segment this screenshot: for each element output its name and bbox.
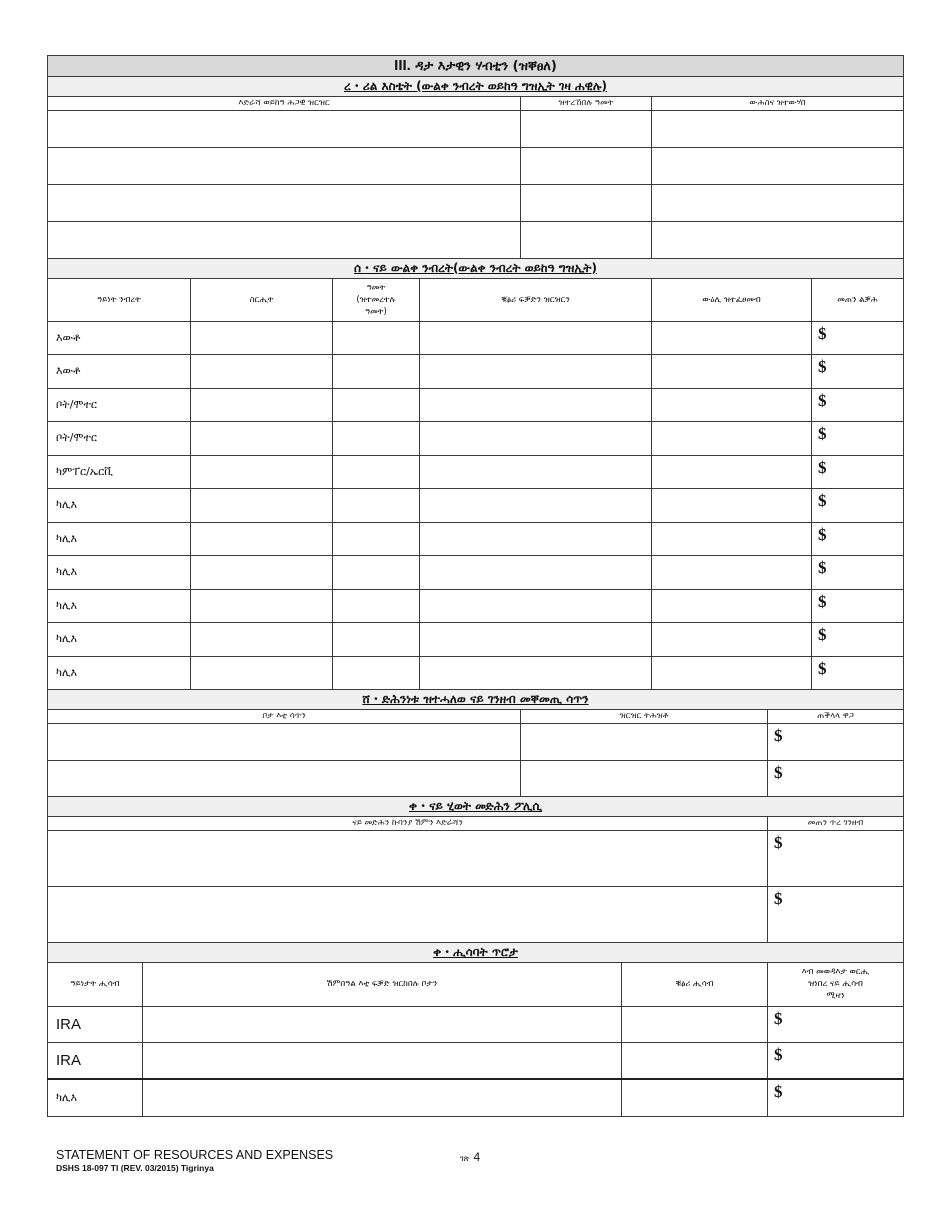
table-row (48, 623, 904, 657)
amount-owed-field[interactable] (812, 623, 904, 657)
table-row (48, 148, 904, 185)
property-type-label: ካሊእ (48, 589, 191, 623)
license-field[interactable] (420, 422, 652, 456)
dollar-sign: $ (774, 889, 783, 908)
institution-field[interactable] (143, 1079, 622, 1116)
col-year-line: (ዝተመረተሉ (356, 294, 396, 305)
lienholder-field[interactable] (652, 522, 812, 556)
table-row (48, 489, 904, 523)
year-field[interactable] (333, 321, 420, 355)
real-estate-heading (48, 77, 904, 97)
real-estate-heading-text: ረ・ሪል እስቴት (ውልቀ ንብረት ወይከዓ ግዝኢት ገዛ ሐዊሉ) (344, 79, 607, 93)
property-type-label: ቦት/ሞተር (48, 388, 191, 422)
life-insurance-heading (48, 797, 904, 817)
make-field[interactable] (191, 522, 333, 556)
balance-field[interactable] (768, 1042, 904, 1079)
dollar-sign: $ (818, 591, 827, 611)
institution-field[interactable] (143, 1042, 622, 1079)
table-row (48, 388, 904, 422)
col-year (333, 278, 420, 321)
cash-value-field[interactable] (768, 831, 904, 887)
make-field[interactable] (191, 556, 333, 590)
license-field[interactable] (420, 522, 652, 556)
dollar-sign: $ (818, 625, 827, 644)
property-type-label: እውቶ (48, 355, 191, 389)
real-estate-table (47, 55, 904, 259)
table-row (48, 887, 904, 943)
year-field[interactable] (333, 589, 420, 623)
account-number-field[interactable] (622, 1042, 768, 1079)
address-field[interactable] (48, 222, 521, 259)
resources-form (47, 55, 903, 1117)
mortgage-field[interactable] (652, 185, 904, 222)
box-location-field[interactable] (48, 723, 521, 760)
account-type-label: IRA (48, 1006, 143, 1042)
make-field[interactable] (191, 656, 333, 690)
col-institution: ሽምበዓል እቲ ፍቓድ ዝርከበሉ ቦታን (143, 962, 622, 1006)
lienholder-field[interactable] (652, 623, 812, 657)
dollar-sign: $ (818, 424, 827, 443)
institution-field[interactable] (143, 1006, 622, 1042)
contents-field[interactable] (521, 723, 768, 760)
col-balance-line: ዝነበረ ናይ ሒሳብ (808, 979, 863, 989)
table-row (48, 1079, 904, 1116)
col-property-type: ዓይነት ንብረት (48, 278, 191, 321)
dollar-sign: $ (774, 1008, 783, 1028)
dollar-sign: $ (818, 491, 827, 510)
col-total-value: ጠቕላላ ዋጋ (768, 709, 904, 723)
table-row (48, 589, 904, 623)
dollar-sign: $ (774, 1082, 783, 1101)
license-field[interactable] (420, 623, 652, 657)
year-field[interactable] (333, 455, 420, 489)
dollar-sign: $ (774, 725, 783, 745)
col-mortgage: ውሕስና ዝተውሃበ (652, 97, 904, 111)
license-field[interactable] (420, 388, 652, 422)
license-field[interactable] (420, 489, 652, 523)
retirement-heading (48, 942, 904, 962)
account-type-label: IRA (48, 1042, 143, 1079)
license-field[interactable] (420, 321, 652, 355)
amount-owed-field[interactable] (812, 388, 904, 422)
page-label: ገጽ (460, 1154, 470, 1163)
address-field[interactable] (48, 185, 521, 222)
balance-field[interactable] (768, 1006, 904, 1042)
col-amount-owed: መጠን ልቓሕ (812, 278, 904, 321)
retirement-heading-text: ቀ・ሒሳባት ጥሮታ (433, 944, 518, 959)
dollar-sign: $ (818, 558, 827, 577)
year-acquired-field[interactable] (521, 148, 652, 185)
section-number: III. (394, 57, 411, 74)
form-code: DSHS 18-097 TI (REV. 03/2015) Tigrinya (56, 1163, 214, 1173)
property-type-label: ካሊእ (48, 623, 191, 657)
license-field[interactable] (420, 556, 652, 590)
amount-owed-field[interactable] (812, 656, 904, 690)
col-cash-value: መጠን ጥረ ገንዘብ (768, 817, 904, 831)
lienholder-field[interactable] (652, 556, 812, 590)
license-field[interactable] (420, 589, 652, 623)
life-insurance-table (47, 796, 904, 943)
table-row (48, 321, 904, 355)
page-number (460, 1150, 480, 1164)
section-title-text: ዳታ እታዊን ሃብቲን (ዝቐፀለ) (415, 59, 557, 74)
col-balance-line: ሚዛን (826, 991, 845, 1001)
year-field[interactable] (333, 623, 420, 657)
make-field[interactable] (191, 355, 333, 389)
make-field[interactable] (191, 388, 333, 422)
property-type-label: ካሊእ (48, 656, 191, 690)
dollar-sign: $ (774, 762, 783, 782)
property-type-label: እውቶ (48, 321, 191, 355)
table-row (48, 111, 904, 148)
form-title: STATEMENT OF RESOURCES AND EXPENSES (56, 1148, 334, 1162)
make-field[interactable] (191, 623, 333, 657)
life-insurance-heading-text: ቀ・ናይ ሂወት መድሕን ፖሊሲ (409, 799, 542, 813)
col-insurance-company: ናይ መድሕን ኩባንያ ሽምን እድራሻን (48, 817, 768, 831)
table-row (48, 455, 904, 489)
safe-deposit-heading (48, 689, 904, 709)
make-field[interactable] (191, 321, 333, 355)
col-balance-line: እብ መወዳእታ ወርሒ (801, 967, 870, 977)
lienholder-field[interactable] (652, 355, 812, 389)
amount-owed-field[interactable] (812, 355, 904, 389)
table-row (48, 556, 904, 590)
make-field[interactable] (191, 455, 333, 489)
year-field[interactable] (333, 489, 420, 523)
lienholder-field[interactable] (652, 422, 812, 456)
year-field[interactable] (333, 355, 420, 389)
account-number-field[interactable] (622, 1006, 768, 1042)
account-number-field[interactable] (622, 1079, 768, 1116)
dollar-sign: $ (818, 357, 827, 376)
table-row (48, 723, 904, 760)
property-type-label: ካሊእ (48, 522, 191, 556)
col-year-acquired: ዝተረኸበሉ ዓመት (521, 97, 652, 111)
property-type-label: ካሊእ (48, 489, 191, 523)
amount-owed-field[interactable] (812, 422, 904, 456)
lienholder-field[interactable] (652, 455, 812, 489)
page-number-value: 4 (473, 1150, 481, 1164)
table-row (48, 760, 904, 797)
account-type-label: ካሊእ (48, 1079, 143, 1116)
col-account-number: ቑፅሪ ሒሳብ (622, 962, 768, 1006)
amount-owed-field[interactable] (812, 321, 904, 355)
year-acquired-field[interactable] (521, 185, 652, 222)
license-field[interactable] (420, 455, 652, 489)
table-row (48, 1006, 904, 1042)
personal-property-heading-text: ሰ・ናይ ውልቀ ንብረት(ውልቀ ንብረት ወይከዓ ግዝኢት) (353, 260, 598, 275)
lienholder-field[interactable] (652, 321, 812, 355)
contents-field[interactable] (521, 760, 768, 797)
col-balance (768, 962, 904, 1006)
amount-owed-field[interactable] (812, 589, 904, 623)
table-row (48, 522, 904, 556)
address-field[interactable] (48, 148, 521, 185)
col-year-line: ዓመት) (365, 306, 387, 317)
mortgage-field[interactable] (652, 222, 904, 259)
make-field[interactable] (191, 489, 333, 523)
personal-property-table (47, 258, 904, 691)
license-field[interactable] (420, 355, 652, 389)
table-row (48, 831, 904, 887)
lienholder-field[interactable] (652, 388, 812, 422)
year-acquired-field[interactable] (521, 222, 652, 259)
col-contents: ዝርዝር ትሕዝቶ (521, 709, 768, 723)
dollar-sign: $ (818, 524, 827, 544)
insurance-company-field[interactable] (48, 887, 768, 943)
col-address: እድራሻ ወይከዓ ሕጋዊ ዝርዝር (48, 97, 521, 111)
safe-deposit-heading-text: ሸ・ድሕንነቱ ዝተሓለወ ናይ ገንዘብ መቐመጢ ሳጥን (362, 691, 589, 706)
dollar-sign: $ (818, 658, 827, 678)
section-title (48, 56, 904, 77)
address-field[interactable] (48, 111, 521, 148)
cash-value-field[interactable] (768, 887, 904, 943)
amount-owed-field[interactable] (812, 522, 904, 556)
year-field[interactable] (333, 422, 420, 456)
dollar-sign: $ (774, 1044, 783, 1064)
table-row (48, 1042, 904, 1079)
mortgage-field[interactable] (652, 148, 904, 185)
make-field[interactable] (191, 422, 333, 456)
balance-field[interactable] (768, 1079, 904, 1116)
property-type-label: ካምፐር/ኤርቪ (48, 455, 191, 489)
dollar-sign: $ (818, 323, 827, 343)
col-box-location: ቦታ እቲ ሳጥን (48, 709, 521, 723)
table-row (48, 656, 904, 690)
amount-owed-field[interactable] (812, 489, 904, 523)
lienholder-field[interactable] (652, 489, 812, 523)
col-year-line: ዓመት (366, 282, 386, 293)
insurance-company-field[interactable] (48, 831, 768, 887)
dollar-sign: $ (774, 833, 783, 852)
table-row (48, 222, 904, 259)
amount-owed-field[interactable] (812, 556, 904, 590)
year-field[interactable] (333, 556, 420, 590)
year-field[interactable] (333, 522, 420, 556)
retirement-accounts-table (47, 942, 904, 1117)
col-make: ስርሒት (191, 278, 333, 321)
col-account-type: ዓይነታት ሒሳብ (48, 962, 143, 1006)
lienholder-field[interactable] (652, 589, 812, 623)
year-field[interactable] (333, 388, 420, 422)
safe-deposit-table (47, 689, 904, 798)
make-field[interactable] (191, 589, 333, 623)
lienholder-field[interactable] (652, 656, 812, 690)
personal-property-heading (48, 258, 904, 278)
year-acquired-field[interactable] (521, 111, 652, 148)
box-location-field[interactable] (48, 760, 521, 797)
table-row (48, 355, 904, 389)
amount-owed-field[interactable] (812, 455, 904, 489)
dollar-sign: $ (818, 457, 827, 477)
license-field[interactable] (420, 656, 652, 690)
dollar-sign: $ (818, 390, 827, 410)
mortgage-field[interactable] (652, 111, 904, 148)
table-row (48, 185, 904, 222)
value-field[interactable] (768, 760, 904, 797)
col-lienholder: ውዕሊ ዝተፈፀመብ (652, 278, 812, 321)
table-row (48, 422, 904, 456)
value-field[interactable] (768, 723, 904, 760)
year-field[interactable] (333, 656, 420, 690)
property-type-label: ካሊእ (48, 556, 191, 590)
property-type-label: ቦት/ሞተር (48, 422, 191, 456)
col-license: ቑፅሪ ፍቓድን ዝርዝርን (420, 278, 652, 321)
